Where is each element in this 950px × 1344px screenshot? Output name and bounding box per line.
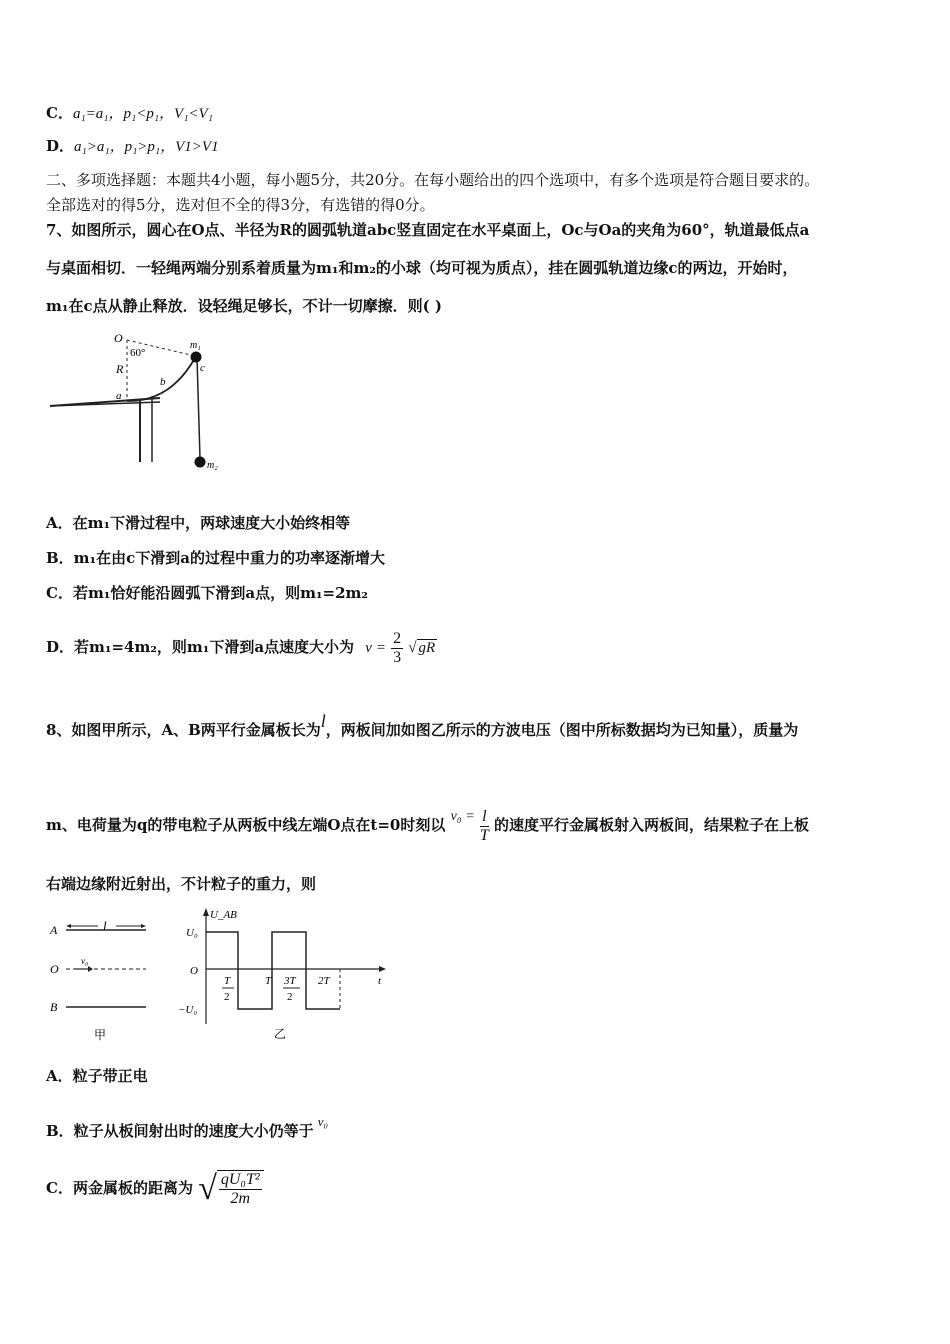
formula-fraction: $\frac{2}{3}$ (393, 629, 402, 666)
y-axis-label: U_AB (210, 909, 237, 921)
origin-label: O (190, 965, 198, 977)
formula-sqrt: √ gR (408, 640, 436, 656)
formula-v-lhs: v = (365, 640, 386, 656)
q6-option-c: C．a₁=a₁，p₁<p₁，V₁<V₁ (46, 104, 213, 122)
section-heading-line2: 全部选对的得5分，选对但不全的得3分，有选错的得0分。 (46, 196, 435, 214)
label-r: R (116, 362, 124, 376)
q8-stem-line1: 8、如图甲所示，A、B两平行金属板长为l，两板间加如图乙所示的方波电压（图中所标数据均为已知量），质量为 (46, 711, 799, 739)
q7-stem-line3: m₁在c点从静止释放．设轻绳足够长，不计一切摩擦．则( ) (46, 297, 442, 315)
q8-option-b: B．粒子从板间射出时的速度大小仍等于v₀ (46, 1114, 328, 1140)
q8-option-c: C．两金属板的距离为 √ $\frac{\text{qU₀T²}}{2m}$ (46, 1160, 264, 1217)
q7-figure (40, 328, 250, 478)
tick-3t-half-den: 2 (287, 991, 293, 1003)
ball-m2 (195, 457, 206, 468)
q7-option-c: C．若m₁恰好能沿圆弧下滑到a点，则m₁=2m₂ (46, 584, 368, 602)
label-a: a (116, 390, 122, 402)
q8-figure-a (44, 912, 164, 1042)
q8-stem-line3: 右端边缘附近射出，不计粒子的重力，则 (46, 875, 317, 893)
tick-t: T (265, 975, 272, 987)
label-c: c (200, 362, 205, 374)
label-m2: m₂ (207, 460, 218, 471)
figure-a-caption: 甲 (94, 1028, 107, 1042)
q8-stem-line2: m、电荷量为q的带电粒子从两板中线左端O点在t=0时刻以 v₀ = $\frac{l}{T}$ 的速度平行金属板射入两板间，结果粒子在上板 (46, 807, 810, 844)
q7-option-b: B．m₁在由c下滑到a的过程中重力的功率逐渐增大 (46, 549, 385, 567)
v0-label: v₀ (81, 956, 89, 966)
formula-v0-fraction: $\frac{l}{T}$ (479, 807, 489, 844)
q8-option-a: A．粒子带正电 (46, 1067, 148, 1085)
neg-u0-label: −U₀ (178, 1004, 198, 1016)
q7-stem-line2: 与桌面相切．一轻绳两端分别系着质量为m₁和m₂的小球（均可视为质点），挂在圆弧轨道边缘c的两边，开始时， (46, 259, 798, 277)
label-m1: m₁ (190, 340, 201, 351)
t-axis-label: t (378, 975, 382, 987)
u0-label: U₀ (186, 927, 198, 939)
plate-a-label: A (50, 923, 58, 937)
q7-option-d (46, 624, 437, 671)
ball-m1 (191, 352, 202, 363)
section-heading-line1: 二、多项选择题：本题共4小题，每小题5分，共20分。在每小题给出的四个选项中，有多个选项是符合题目要求的。 (46, 171, 820, 189)
q8-figure-b (176, 904, 396, 1042)
plate-b-label: B (50, 1000, 58, 1014)
formula-fraction-c: $\frac{\text{qU₀T²}}{2m}$ (217, 1170, 264, 1208)
figure-b-caption: 乙 (274, 1027, 287, 1041)
q7-option-a: A．在m₁下滑过程中，两球速度大小始终相等 (46, 514, 351, 532)
length-l-label: l (103, 918, 107, 933)
tick-2t: 2T (318, 975, 330, 987)
tick-3t-half-num: 3T (284, 975, 296, 987)
label-b: b (160, 376, 166, 388)
label-angle: 60° (130, 347, 146, 359)
label-o: O (114, 331, 123, 345)
tick-t-half-den: 2 (224, 991, 230, 1003)
q7-option-d-text: D．若m₁=4m₂，则m₁下滑到a点速度大小为 (46, 638, 355, 656)
q6-option-d: D．a₁>a₁，p₁>p₁，V1>V1 (46, 137, 219, 155)
tick-t-half-num: T (224, 975, 231, 987)
formula-sqrt-c: √ (198, 1170, 217, 1207)
q7-stem-line1: 7、如图所示，圆心在O点、半径为R的圆弧轨道abc竖直固定在水平桌面上，Oc与Oa的夹角为60°，轨道最低点a (46, 221, 810, 239)
origin-o-label: O (50, 962, 59, 976)
